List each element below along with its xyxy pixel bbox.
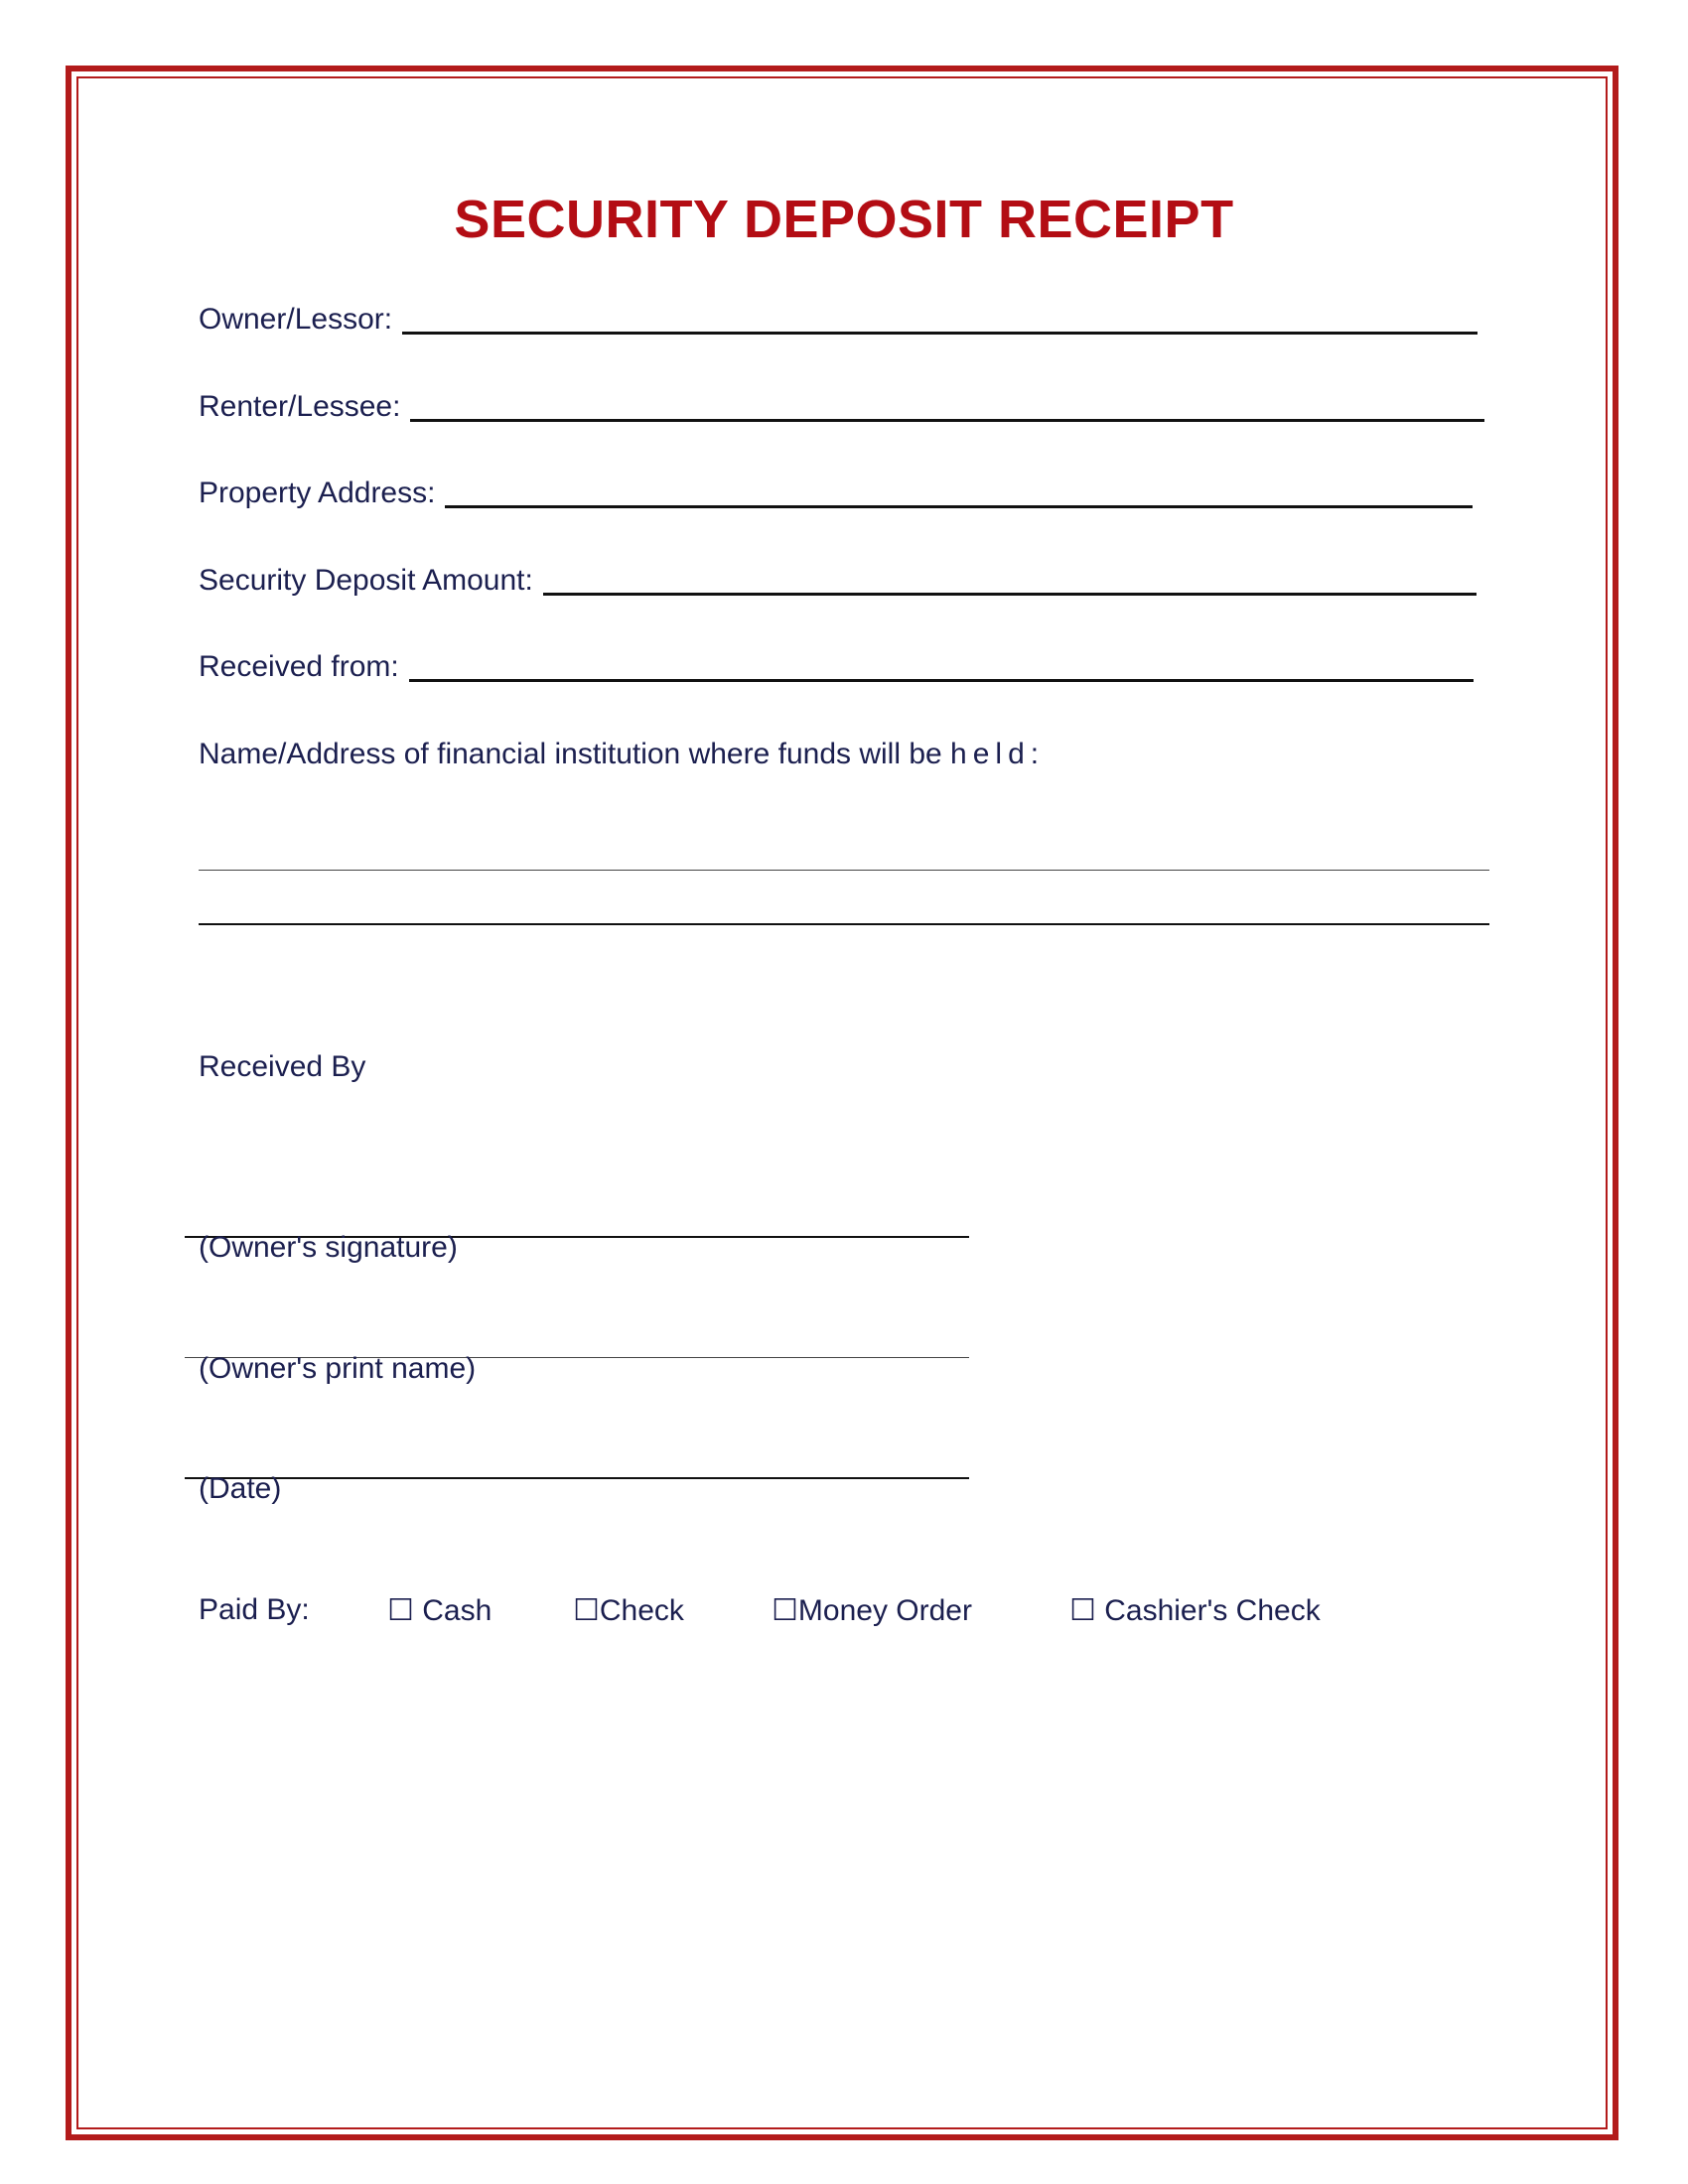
institution-line-2[interactable] — [199, 923, 1489, 925]
payment-option-cash[interactable]: ☐ Cash — [387, 1594, 492, 1627]
institution-label-main: Name/Address of financial institution where funds will be — [199, 738, 951, 770]
institution-label-tail: held: — [950, 738, 1046, 770]
page-border-inner — [76, 76, 1608, 2129]
owner-field — [199, 303, 1477, 337]
payment-option-cashiers-check[interactable]: ☐ Cashier's Check — [1069, 1594, 1321, 1627]
property-address-input-line[interactable] — [445, 504, 1473, 508]
document-title: SECURITY DEPOSIT RECEIPT — [454, 190, 1234, 249]
received-from-field — [199, 650, 1474, 684]
print-name-caption: (Owner's print name) — [199, 1352, 477, 1385]
paid-by-label: Paid By: — [199, 1593, 310, 1626]
property-address-label: Property Address: — [199, 477, 436, 509]
institution-label — [199, 738, 1045, 771]
deposit-amount-field — [199, 564, 1477, 598]
institution-line-1[interactable] — [199, 870, 1489, 871]
payment-option-check[interactable]: ☐Check — [573, 1594, 684, 1627]
received-by-heading: Received By — [199, 1050, 366, 1083]
owner-input-line[interactable] — [402, 331, 1477, 335]
renter-input-line[interactable] — [410, 418, 1484, 422]
payment-option-money-order[interactable]: ☐Money Order — [772, 1594, 972, 1627]
received-from-input-line[interactable] — [409, 678, 1474, 682]
received-from-label: Received from: — [199, 650, 399, 683]
deposit-amount-label: Security Deposit Amount: — [199, 564, 533, 597]
property-address-field — [199, 477, 1473, 510]
renter-label: Renter/Lessee: — [199, 390, 401, 423]
date-line[interactable] — [185, 1477, 969, 1479]
deposit-amount-input-line[interactable] — [543, 592, 1477, 596]
owner-label: Owner/Lessor: — [199, 303, 393, 336]
signature-caption: (Owner's signature) — [199, 1231, 458, 1264]
renter-field — [199, 390, 1484, 424]
date-caption: (Date) — [199, 1472, 282, 1505]
